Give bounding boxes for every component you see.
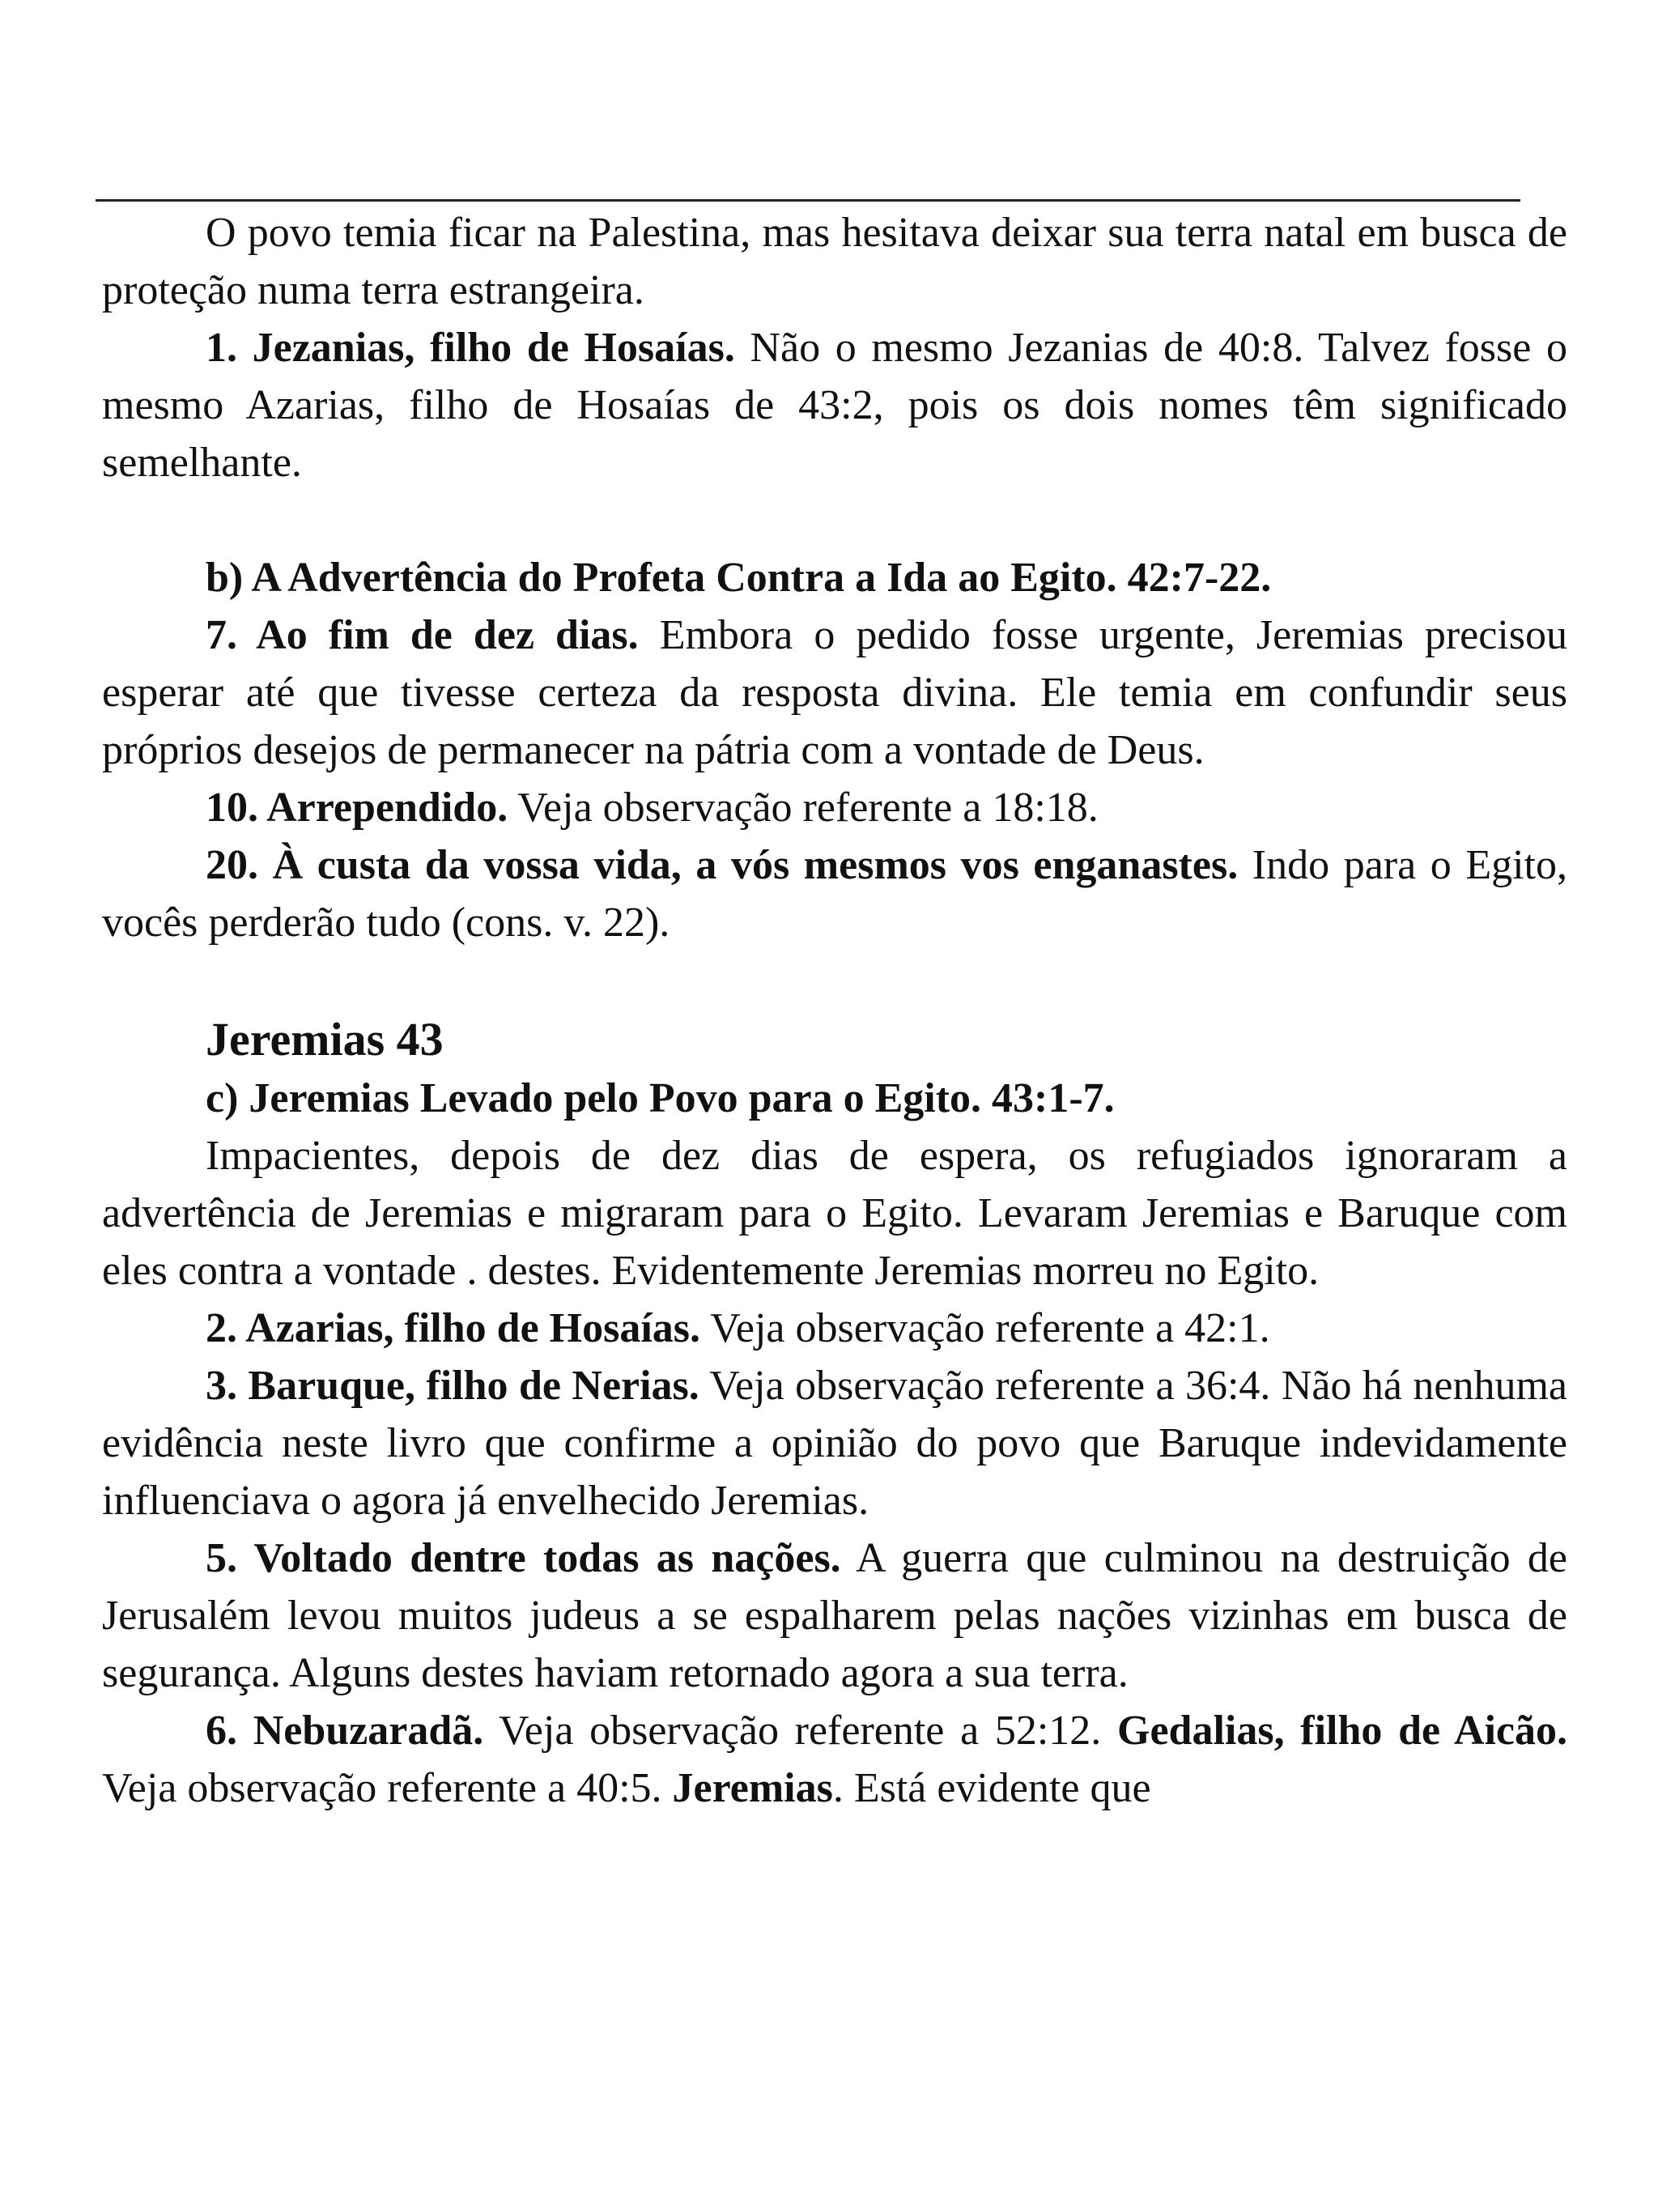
note-nacoes	[102, 1529, 1567, 1702]
note-term: 7. Ao fim de dez dias.	[206, 612, 639, 658]
note-text: Veja observação referente a 36:4. Não há nenhuma evidência neste livro que confirme a opinião do povo que Baruque indevidamente influenciava o agora já envelhecido Jeremias.	[102, 1363, 1567, 1524]
spacer	[102, 951, 1567, 1009]
note-term: 2. Azarias, filho de Hosaías.	[206, 1305, 701, 1351]
note-text: Não o mesmo Jezanias de 40:8. Talvez fosse o mesmo Azarias, filho de Hosaías de 43:2, pois os dois nomes têm significado semelhante.	[102, 325, 1567, 486]
note-text: Veja observação referente a 40:5.	[102, 1765, 673, 1811]
section-heading-b: b) A Advertência do Profeta Contra a Ida ao Egito. 42:7-22.	[206, 555, 1272, 601]
note-text: Veja observação referente a 52:12.	[483, 1708, 1117, 1754]
note-term: 5. Voltado dentre todas as nações.	[206, 1535, 841, 1581]
paragraph-chapter-intro: Impacientes, depois de dez dias de espera, os refugiados ignoraram a advertência de Jeremias e migraram para o Egito. Levaram Jeremias e Baruque com eles contra a vontade . destes. Evidentemente Jeremias morreu no Egito.	[102, 1133, 1567, 1294]
note-term: 3. Baruque, filho de Nerias.	[206, 1363, 699, 1409]
note-azarias	[102, 1300, 1567, 1357]
note-text: A guerra que culminou na destruição de Jerusalém levou muitos judeus a se espalharem pelas nações vizinhas em busca de segurança. Alguns destes haviam retornado agora a sua terra.	[102, 1535, 1567, 1696]
note-term: 10. Arrependido.	[206, 785, 508, 831]
note-dez-dias	[102, 606, 1567, 779]
spacer	[102, 491, 1567, 549]
page-body	[102, 204, 1567, 1817]
chapter-title: Jeremias 43	[206, 1013, 444, 1066]
section-heading-c: c) Jeremias Levado pelo Povo para o Egito. 43:1-7.	[206, 1075, 1115, 1121]
note-nebuzarada	[102, 1702, 1567, 1817]
note-text: Veja observação referente a 18:18.	[508, 785, 1099, 831]
note-term: Jeremias	[672, 1765, 833, 1811]
note-text: Indo para o Egito, vocês perderão tudo (cons. v. 22).	[102, 842, 1568, 946]
paragraph-intro: O povo temia ficar na Palestina, mas hesitava deixar sua terra natal em busca de proteção numa terra estrangeira.	[102, 210, 1567, 313]
top-rule	[96, 199, 1520, 202]
note-term: Gedalias, filho de Aicão.	[1117, 1708, 1568, 1754]
note-jezanias	[102, 319, 1567, 491]
note-arrependido	[102, 779, 1567, 836]
note-text: Embora o pedido fosse urgente, Jeremias precisou esperar até que tivesse certeza da resposta divina. Ele temia em confundir seus próprios desejos de permanecer na pátria com a vontade de Deus.	[102, 612, 1568, 773]
note-term: 6. Nebuzaradã.	[206, 1708, 484, 1754]
note-term: 1. Jezanias, filho de Hosaías.	[206, 325, 735, 371]
note-baruque	[102, 1357, 1567, 1529]
note-custa-vida	[102, 836, 1567, 951]
note-text: . Está evidente que	[832, 1765, 1151, 1811]
note-text: Veja observação referente a 42:1.	[700, 1305, 1270, 1351]
note-term: 20. À custa da vossa vida, a vós mesmos vos enganastes.	[206, 842, 1239, 888]
